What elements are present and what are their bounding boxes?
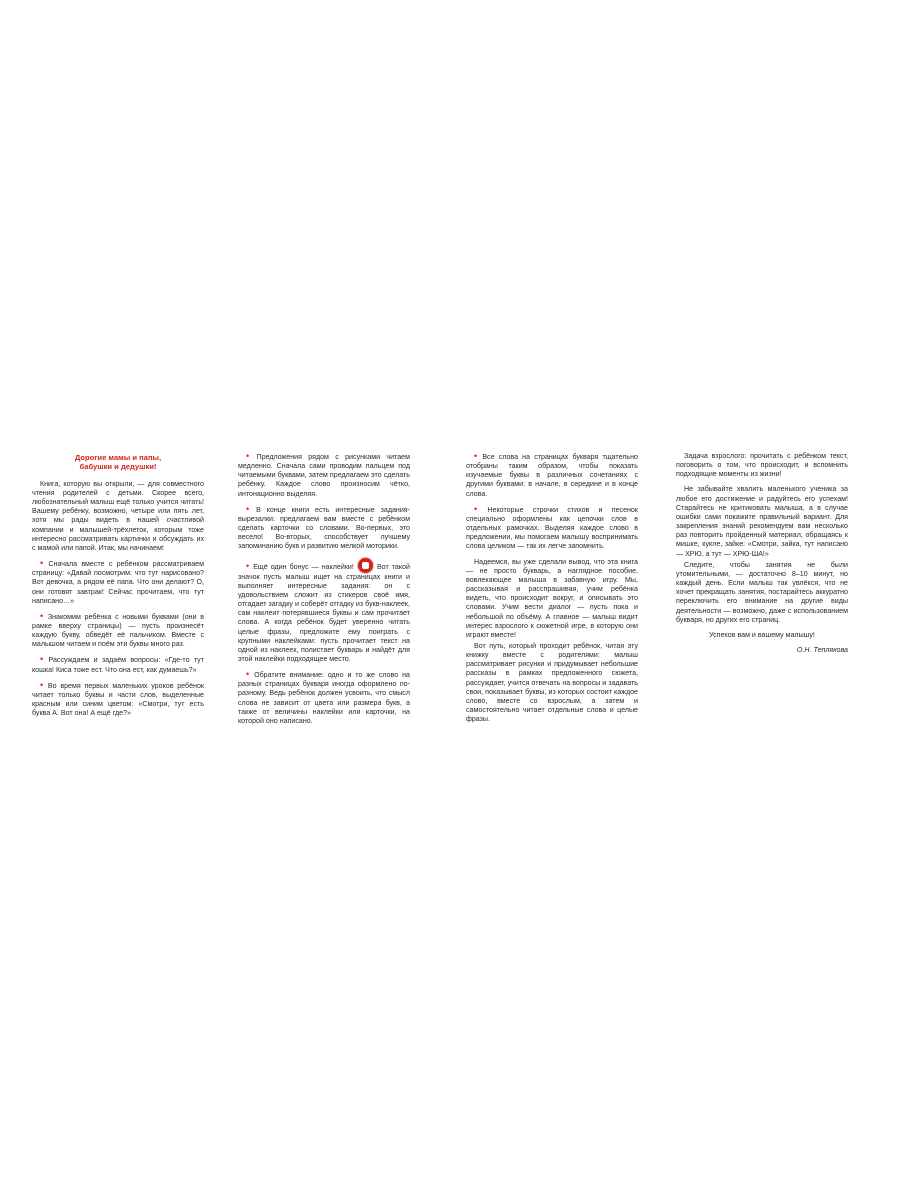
paragraph: Не забывайте хвалить маленького ученика за любое его достижение и радуйтесь его успехам! Старайтесь не критиковать малыша, а в случае ошибки сами покажите правильный вариант. Для закрепления знаний рекомендуем вам несколько раз повторить пройденный материал, обращаясь к мишке, кукле, зайке: «Смотри, зайка, тут написано — ХРЮ, а тут — ХРЮ-ША!»	[676, 485, 848, 558]
paragraph: Надеемся, вы уже сделали вывод, что эта книга — не просто букварь, а наглядное пособие, вовлекающее малыша в забавную игру. Мы, рассказывая и расспрашивая, учим ребёнка видеть, что происходит вокруг, и описывать это словами. Учим вести диалог — пусть пока и небольшой по объёму. А главное — малыш видит интерес взрослого к сюжетной игре, в которую они играют вместе!	[466, 557, 638, 639]
paragraph-text: Обратите внимание: одно и то же слово на разных страницах букваря иногда оформлено по-разному. Ведь ребёнок должен усвоить, что смысл слова не зависит от цвета или размера букв, а также от величины наклейки или карточки, на которой оно написано.	[238, 671, 410, 725]
red-dot-icon: •	[40, 679, 44, 690]
paragraph-text: Знакомим ребёнка с новыми буквами (они в рамке вверху страницы) — пусть произнесёт каждую букву, обведёт её пальчиком. Вместе с малышом читаем и поём эти буквы много раз.	[32, 612, 204, 649]
author-signature: О.Н. Теплякова	[796, 645, 848, 654]
paragraph-text: Вот такой значок пусть малыш ищет на страницах книги и выполняет интересные задания: он с удовольствием сложит из стикеров своё имя, отгадает загадку и соберёт отгадку из букв-наклеек, сам наклеит потерявшиеся буквы и сам прочитает слова. А когда ребёнок будет уверенно читать целые фразы, предложите ему поиграть с крупными наклейками: пусть прочитает текст на одной из наклеек, полистает букварь и найдёт для этой наклейки подходящее место.	[238, 562, 410, 663]
title-line-2: бабушки и дедушки!	[79, 462, 157, 472]
paragraph-text: Некоторые строчки стихов и песенок специально оформлены как цепочки слов в отдельных рамочках. Выделяя каждое слово в предложении, мы помогаем малышу воспринимать слова целиком — так их легче запомнить.	[466, 505, 638, 551]
paragraph: Вот путь, который проходит ребёнок, читая эту книжку вместе с родителями: малыш рассматривает рисунки и придумывает небольшие рассказы в рамках предложенного сюжета, рассуждает, учится отвечать на вопросы и задавать свои, показывает буквы, из которых состоит каждое слово, вместе со взрослым, а затем и самостоятельно читает отдельные слова и целые фразы.	[466, 641, 638, 724]
bullet-paragraph	[238, 452, 410, 499]
title-line-1: Дорогие мамы и папы,	[74, 453, 162, 462]
red-dot-icon: •	[40, 654, 44, 665]
bullet-paragraph	[32, 612, 204, 650]
bullet-paragraph	[466, 452, 638, 499]
closing-line: Успехов вам и вашему малышу!	[709, 630, 815, 639]
red-dot-icon: •	[474, 503, 478, 514]
sticker-badge-icon	[358, 558, 373, 573]
bullet-paragraph	[32, 559, 204, 606]
bullet-paragraph	[238, 505, 410, 552]
column-2	[238, 452, 410, 728]
intro-paragraph: Книга, которую вы открыли, — для совместного чтения родителей с детьми. Скорее всего, любознательный малыш ещё только учится читать! Вашему ребёнку, возможно, четыре или пять лет, хотя мы рады видеть в нашей счастливой компании и малышей-трёхлеток, которым тоже интересно рассматривать картинки и обсуждать их с мамой или папой. Итак, мы начинаем!	[32, 479, 204, 552]
paragraph: Следите, чтобы занятия не были утомительными, — достаточно 8–10 минут, но каждый день. Если малыш так увлёкся, что не хочет прекращать занятия, постарайтесь аккуратно переключить его внимание на другие виды деятельности — возможно, даже с использованием букваря, но других его страниц.	[676, 560, 848, 624]
red-dot-icon: •	[246, 503, 250, 514]
bullet-paragraph	[32, 655, 204, 674]
paragraph-text: Все слова на страницах букваря тщательно отобраны таким образом, чтобы показать изучаемые буквы в различных сочетаниях с другими буквами: в начале, в середине и в конце слова.	[466, 453, 638, 498]
column-3	[466, 452, 638, 726]
red-dot-icon: •	[40, 610, 44, 621]
paragraph-text: Рассуждаем и задаём вопросы: «Где-то тут кошка! Киса тоже ест. Что она ест, как думаешь?»	[32, 656, 204, 674]
red-dot-icon: •	[246, 451, 250, 461]
column-4	[676, 452, 848, 657]
bullet-paragraph	[32, 681, 204, 719]
bullet-paragraph	[466, 505, 638, 552]
paragraph-text: Во время первых маленьких уроков ребёнок читает только буквы и части слов, выделенные красным или синим цветом: «Смотри, тут есть буква А. Вот она! А ещё где?»	[32, 681, 204, 718]
paragraph: Задача взрослого: прочитать с ребёнком текст, поговорить о том, что происходит, и вспомнить подходящие моменты из жизни!	[676, 452, 848, 479]
page-title	[32, 453, 204, 472]
bullet-paragraph	[238, 558, 410, 665]
red-dot-icon: •	[40, 558, 44, 569]
column-1	[32, 452, 204, 720]
paragraph-text: Ещё один бонус — наклейки!	[253, 562, 354, 571]
paragraph-text: Предложения рядом с рисунками читаем медленно. Сначала сами проводим пальцем под читаемыми буквами, затем предлагаем это сделать ребёнку. Каждое слово произносим чётко, интонационно выделяя.	[238, 453, 410, 498]
red-dot-icon: •	[474, 451, 478, 461]
paragraph-text: В конце книги есть интересные задания-вырезалки: предлагаем вам вместе с ребёнком сделать карточки со словами. Во-первых, это весело! Во-вторых, способствует лучшему запоминанию букв и развитию мелкой моторики.	[238, 505, 410, 551]
red-dot-icon: •	[246, 560, 250, 571]
bullet-paragraph	[238, 670, 410, 726]
paragraph-text: Сначала вместе с ребёнком рассматриваем страницу: «Давай посмотрим: что тут нарисовано? Вот девочка, а рядом её папа. Что они делают? О, они готовят завтрак! Сейчас прочитаем, что тут написано…»	[32, 560, 204, 605]
red-dot-icon: •	[246, 669, 250, 680]
